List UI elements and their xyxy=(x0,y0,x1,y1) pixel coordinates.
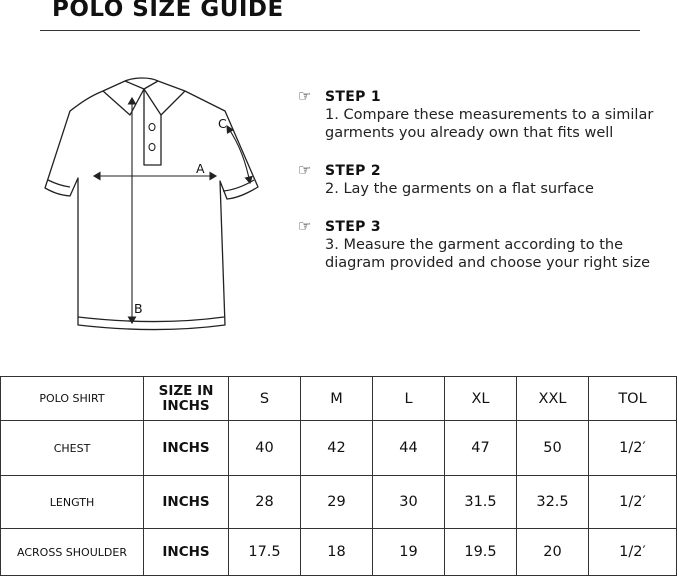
table-cell: 31.5 xyxy=(445,476,517,529)
header-cell: POLO SHIRT xyxy=(1,377,144,421)
table-cell: 30 xyxy=(373,476,445,529)
length-label: B xyxy=(134,301,143,316)
steps-list xyxy=(298,88,678,292)
step-3-title: STEP 3 xyxy=(325,219,381,235)
header-cell: SIZE IN INCHS xyxy=(144,377,229,421)
page-title: POLO SIZE GUIDE xyxy=(52,0,284,22)
table-cell: 29 xyxy=(301,476,373,529)
table-cell: 19.5 xyxy=(445,529,517,576)
title-divider xyxy=(40,30,640,31)
size-table xyxy=(0,376,677,576)
row-label: LENGTH xyxy=(1,476,144,529)
step-1-title: STEP 1 xyxy=(325,89,381,105)
chest-label: A xyxy=(196,161,205,176)
placket-icon xyxy=(144,89,161,165)
table-cell: 40 xyxy=(229,421,301,476)
polo-shirt-diagram xyxy=(40,75,270,335)
tolerance-cell: 1/2′ xyxy=(589,421,677,476)
header-cell: XXL xyxy=(517,377,589,421)
pointing-hand-icon: ☞ xyxy=(298,87,312,105)
step-1-text: 1. Compare these measurements to a similar garments you already own that fits well xyxy=(325,107,654,141)
step-2-text: 2. Lay the garments on a flat surface xyxy=(325,181,594,197)
shoulder-measure-line xyxy=(227,126,250,183)
shoulder-label: C xyxy=(218,116,227,131)
table-cell: 42 xyxy=(301,421,373,476)
header-cell: TOL xyxy=(589,377,677,421)
step-2-title: STEP 2 xyxy=(325,163,381,179)
table-cell: 28 xyxy=(229,476,301,529)
table-header-row xyxy=(1,377,677,421)
header-cell: M xyxy=(301,377,373,421)
buttons-icon xyxy=(149,123,155,150)
table-cell: 47 xyxy=(445,421,517,476)
unit-cell: INCHS xyxy=(144,476,229,529)
table-cell: 44 xyxy=(373,421,445,476)
table-cell: 50 xyxy=(517,421,589,476)
step-3-text: 3. Measure the garment according to the diagram provided and choose your right size xyxy=(325,237,651,271)
header-cell: S xyxy=(229,377,301,421)
header-cell: XL xyxy=(445,377,517,421)
step-2 xyxy=(298,162,678,198)
table-row xyxy=(1,529,677,576)
table-cell: 19 xyxy=(373,529,445,576)
header-cell: L xyxy=(373,377,445,421)
table-row xyxy=(1,476,677,529)
row-label: ACROSS SHOULDER xyxy=(1,529,144,576)
table-cell: 20 xyxy=(517,529,589,576)
table-cell: 17.5 xyxy=(229,529,301,576)
pointing-hand-icon: ☞ xyxy=(298,217,312,235)
step-3 xyxy=(298,218,678,272)
table-cell: 18 xyxy=(301,529,373,576)
step-1 xyxy=(298,88,678,142)
unit-cell: INCHS xyxy=(144,529,229,576)
table-cell: 32.5 xyxy=(517,476,589,529)
row-label: CHEST xyxy=(1,421,144,476)
table-row xyxy=(1,421,677,476)
unit-cell: INCHS xyxy=(144,421,229,476)
tolerance-cell: 1/2′ xyxy=(589,529,677,576)
tolerance-cell: 1/2′ xyxy=(589,476,677,529)
pointing-hand-icon: ☞ xyxy=(298,161,312,179)
